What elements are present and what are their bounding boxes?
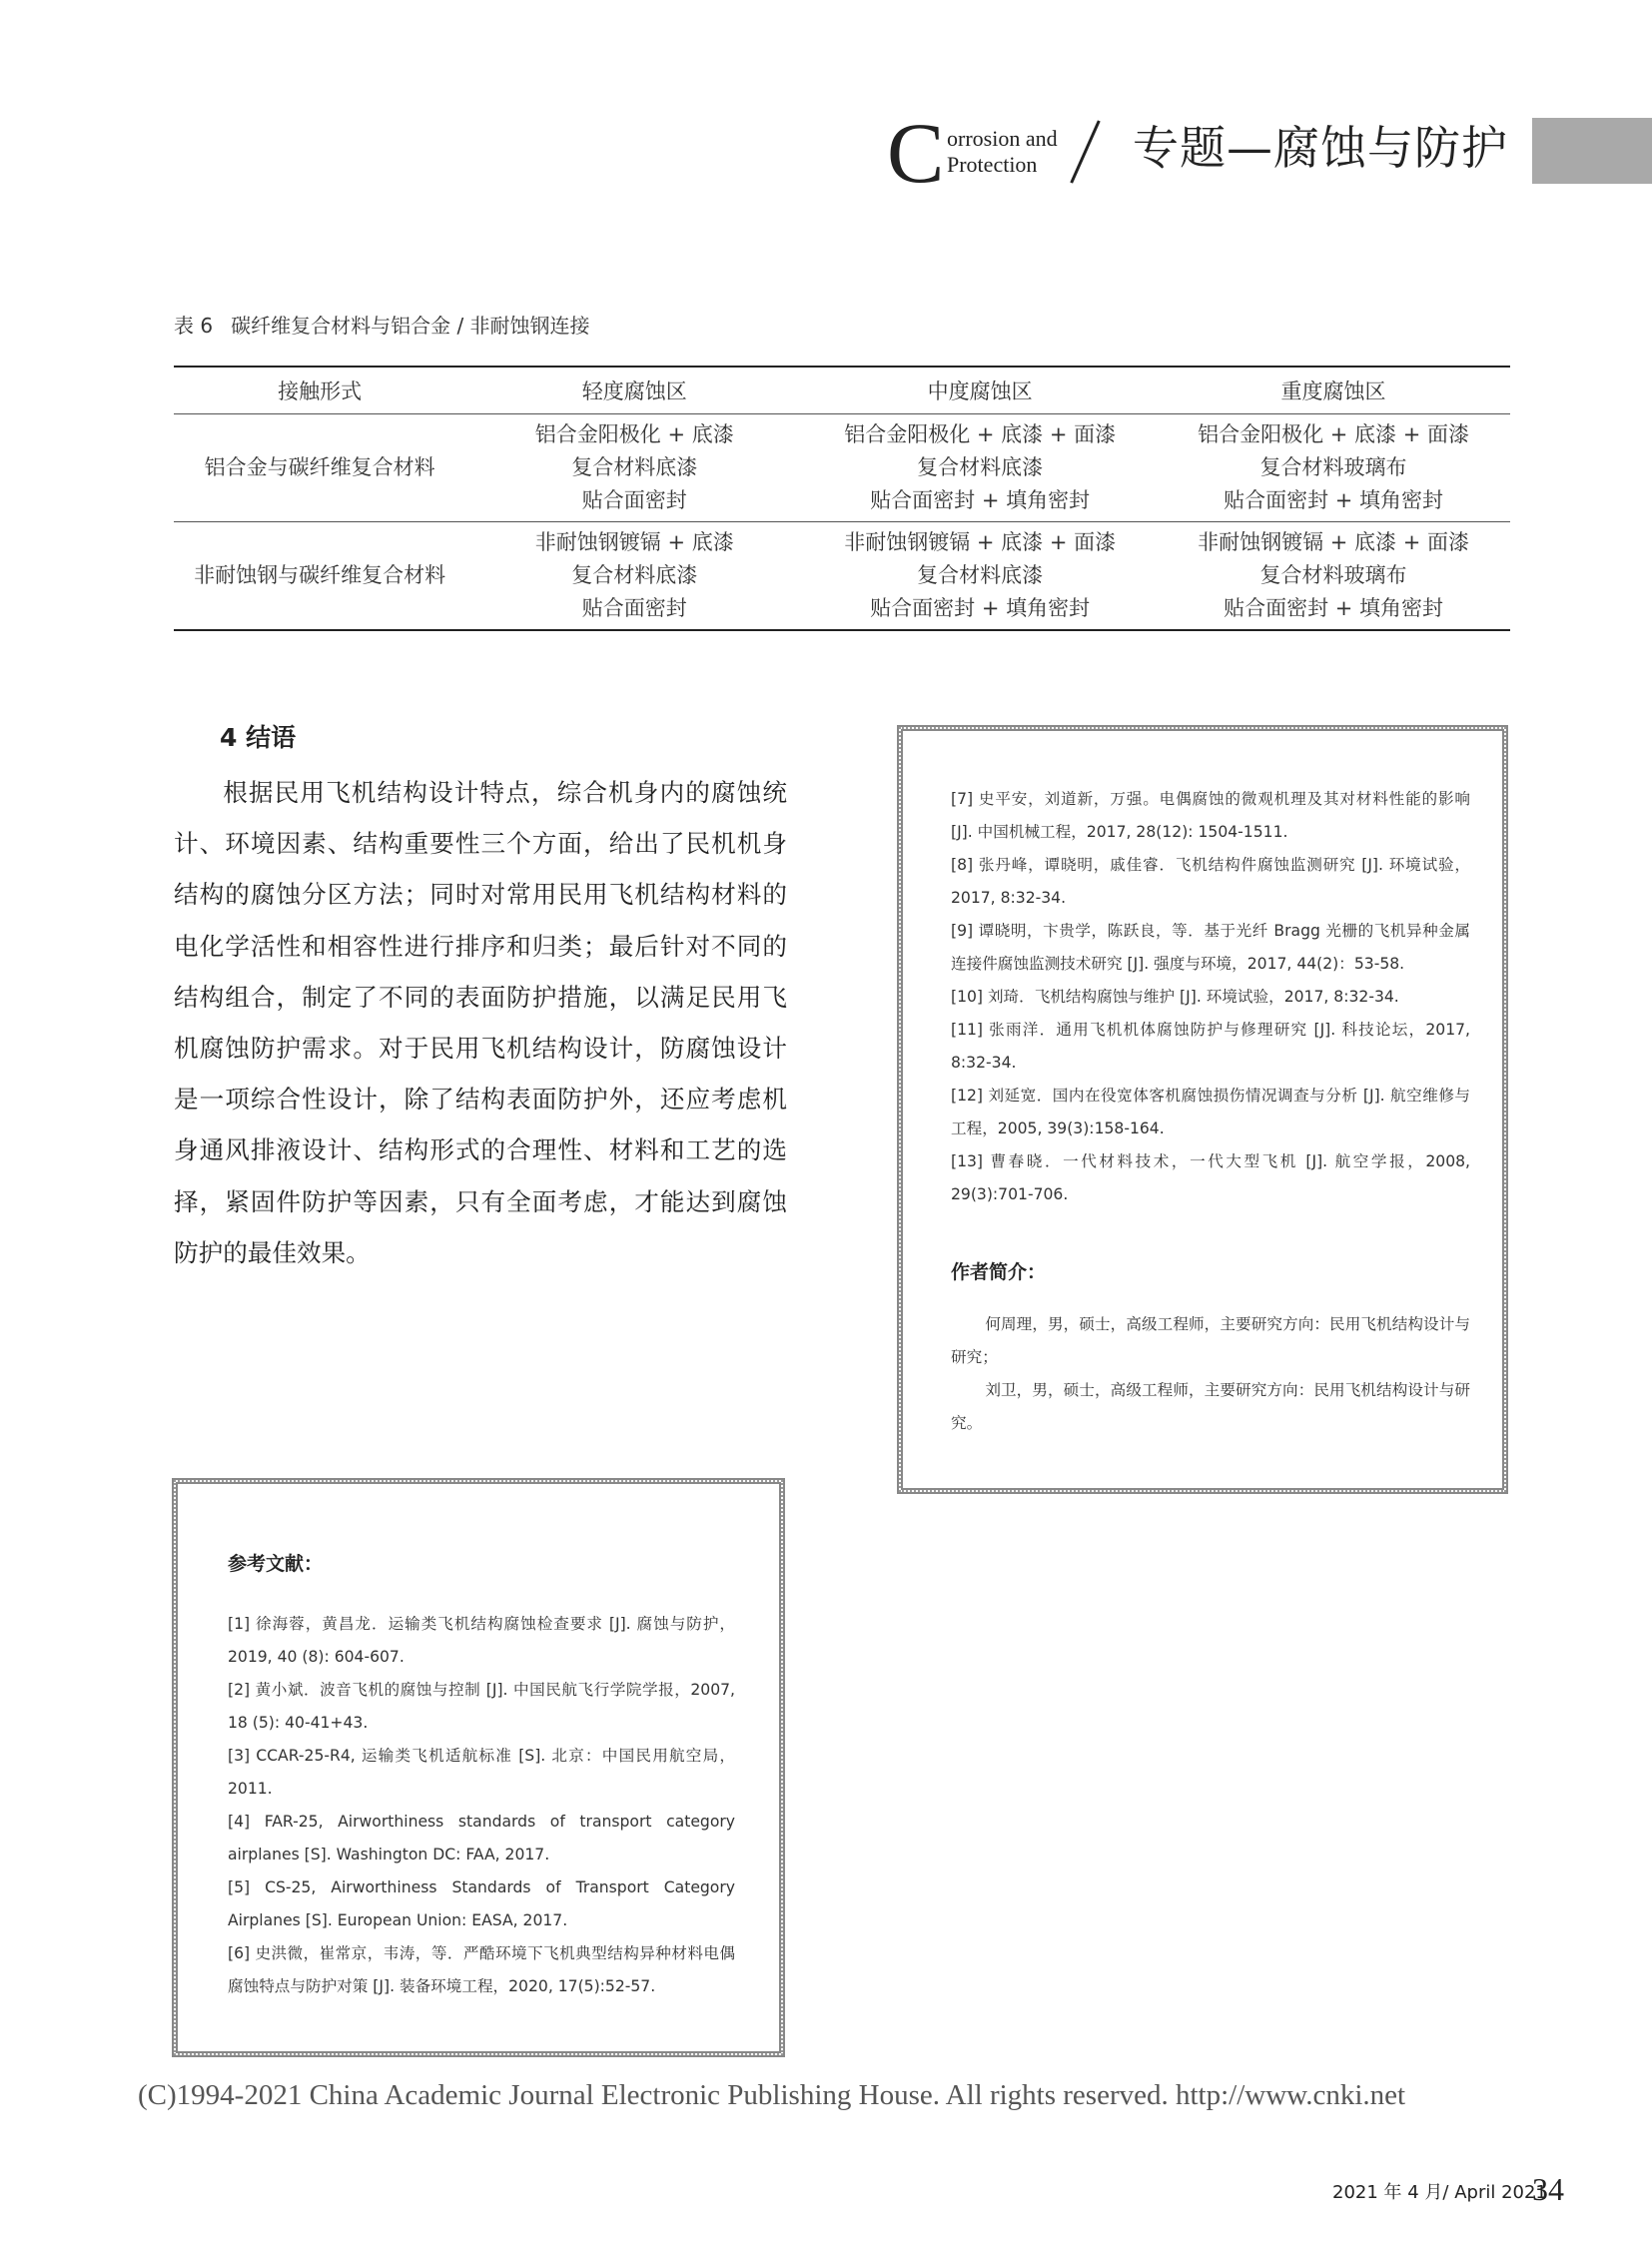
cell-line: 贴合面密封 + 填角密封 xyxy=(1224,488,1444,512)
cell-line: 复合材料底漆 xyxy=(571,563,698,587)
reference-item: [3] CCAR-25-R4, 运输类飞机适航标准 [S]. 北京：中国民用航空局，2011. xyxy=(228,1747,735,1798)
header-slash-divider xyxy=(1070,120,1100,183)
header-gray-bar xyxy=(1532,118,1652,184)
header-section-title: 专题—腐蚀与防护 xyxy=(1133,121,1508,175)
table-row xyxy=(174,414,1510,522)
table-cell-form: 铝合金与碳纤维复合材料 xyxy=(174,414,465,522)
table-row xyxy=(174,522,1510,631)
header-english-line2: Protection xyxy=(947,152,1038,177)
reference-item: [4] FAR-25, Airworthiness standards of transport category airplanes [S]. Washington DC: FAA, 2017. xyxy=(228,1813,735,1864)
cell-line: 铝合金阳极化 + 底漆 + 面漆 xyxy=(844,422,1117,446)
reference-item: [12] 刘延宽．国内在役宽体客机腐蚀损伤情况调查与分析 [J]. 航空维修与工程，2005, 39(3):158-164. xyxy=(951,1087,1470,1137)
issue-date: 2021 年 4 月/ April 2021 xyxy=(1332,2182,1547,2203)
reference-item: [11] 张雨洋．通用飞机机体腐蚀防护与修理研究 [J]. 科技论坛，2017, 8:32-34. xyxy=(951,1021,1470,1072)
table-label: 表 6 xyxy=(174,314,214,338)
cell-line: 复合材料玻璃布 xyxy=(1259,455,1407,479)
cell-line: 贴合面密封 xyxy=(581,596,687,620)
header-english-title xyxy=(947,126,1058,178)
author-bio-heading: 作者简介： xyxy=(951,1261,1047,1283)
conclusion-heading: 4 结语 xyxy=(220,723,297,752)
header-initial: C xyxy=(887,105,945,201)
cell-line: 非耐蚀钢镀镉 + 底漆 xyxy=(534,530,734,554)
reference-list xyxy=(228,1608,735,2003)
table-header-row xyxy=(174,367,1510,414)
table-cell-heavy xyxy=(1157,522,1510,631)
reference-item: [9] 谭晓明，卞贵学，陈跃良，等．基于光纤 Bragg 光栅的飞机异种金属连接件腐蚀监测技术研究 [J]. 强度与环境，2017, 44(2)：53-58. xyxy=(951,922,1470,973)
conclusion-paragraph: 根据民用飞机结构设计特点，综合机身内的腐蚀统计、环境因素、结构重要性三个方面，给出了民机机身结构的腐蚀分区方法；同时对常用民用飞机结构材料的电化学活性和相容性进行排序和归类；最后针对不同的结构组合，制定了不同的表面防护措施，以满足民用飞机腐蚀防护需求。对于民用飞机结构设计，防腐蚀设计是一项综合性设计，除了结构表面防护外，还应考虑机身通风排液设计、结构形式的合理性、材料和工艺的选择，紧固件防护等因素，只有全面考虑，才能达到腐蚀防护的最佳效果。 xyxy=(174,778,787,1267)
author-bio-item: 刘卫，男，硕士，高级工程师，主要研究方向：民用飞机结构设计与研究。 xyxy=(951,1381,1470,1432)
table-header-heavy: 重度腐蚀区 xyxy=(1157,367,1510,414)
reference-item: [2] 黄小斌．波音飞机的腐蚀与控制 [J]. 中国民航飞行学院学报，2007, 18 (5): 40-41+43. xyxy=(228,1681,735,1732)
table-cell-medium xyxy=(803,414,1157,522)
table-header-contact-form: 接触形式 xyxy=(174,367,465,414)
copyright-watermark: (C)1994-2021 China Academic Journal Electronic Publishing House. All rights reserved. http://www.cnki.net xyxy=(138,2079,1406,2111)
cell-line: 铝合金阳极化 + 底漆 xyxy=(534,422,734,446)
reference-item: [1] 徐海蓉，黄昌龙．运输类飞机结构腐蚀检查要求 [J]. 腐蚀与防护，2019, 40 (8): 604-607. xyxy=(228,1615,735,1666)
reference-item: [6] 史洪微，崔常京，韦涛，等．严酷环境下飞机典型结构异种材料电偶腐蚀特点与防护对策 [J]. 装备环境工程，2020, 17(5):52-57. xyxy=(228,1944,735,1995)
page-number: 34 xyxy=(1532,2171,1564,2207)
reference-item: [7] 史平安，刘道新，万强。电偶腐蚀的微观机理及其对材料性能的影响 [J]. 中国机械工程，2017, 28(12): 1504-1511. xyxy=(951,790,1470,841)
cell-line: 贴合面密封 + 填角密封 xyxy=(1224,596,1444,620)
cell-line: 复合材料玻璃布 xyxy=(1259,563,1407,587)
table-header-medium: 中度腐蚀区 xyxy=(803,367,1157,414)
author-bio-item: 何周理，男，硕士，高级工程师，主要研究方向：民用飞机结构设计与研究； xyxy=(951,1315,1470,1366)
cell-line: 贴合面密封 + 填角密封 xyxy=(870,596,1091,620)
table-cell-form: 非耐蚀钢与碳纤维复合材料 xyxy=(174,522,465,631)
cell-line: 复合材料底漆 xyxy=(917,455,1044,479)
cell-line: 铝合金阳极化 + 底漆 + 面漆 xyxy=(1198,422,1469,446)
author-bio-list xyxy=(951,1308,1470,1440)
cell-line: 非耐蚀钢镀镉 + 底漆 + 面漆 xyxy=(1198,530,1469,554)
cell-line: 贴合面密封 xyxy=(581,488,687,512)
table-cell-light xyxy=(465,414,803,522)
cell-line: 复合材料底漆 xyxy=(917,563,1044,587)
table-cell-medium xyxy=(803,522,1157,631)
table-header-light: 轻度腐蚀区 xyxy=(465,367,803,414)
table-caption xyxy=(174,312,590,340)
header-english-line1: orrosion and xyxy=(947,126,1058,151)
references-heading: 参考文献： xyxy=(228,1553,324,1575)
table-cell-light xyxy=(465,522,803,631)
reference-item: [13] 曹春晓．一代材料技术，一代大型飞机 [J]. 航空学报，2008, 29(3):701-706. xyxy=(951,1152,1470,1203)
reference-item: [10] 刘琦．飞机结构腐蚀与维护 [J]. 环境试验，2017, 8:32-34. xyxy=(951,988,1399,1006)
cell-line: 贴合面密封 + 填角密封 xyxy=(870,488,1091,512)
reference-list-continued xyxy=(951,783,1470,1211)
table-6 xyxy=(174,366,1510,631)
reference-item: [5] CS-25, Airworthiness Standards of Transport Category Airplanes [S]. European Union: EASA, 2017. xyxy=(228,1878,735,1929)
table-cell-heavy xyxy=(1157,414,1510,522)
cell-line: 非耐蚀钢镀镉 + 底漆 + 面漆 xyxy=(844,530,1117,554)
cell-line: 复合材料底漆 xyxy=(571,455,698,479)
table-caption-text: 碳纤维复合材料与铝合金 / 非耐蚀钢连接 xyxy=(231,314,590,338)
reference-item: [8] 张丹峰，谭晓明，戚佳睿．飞机结构件腐蚀监测研究 [J]. 环境试验，2017, 8:32-34. xyxy=(951,856,1470,907)
